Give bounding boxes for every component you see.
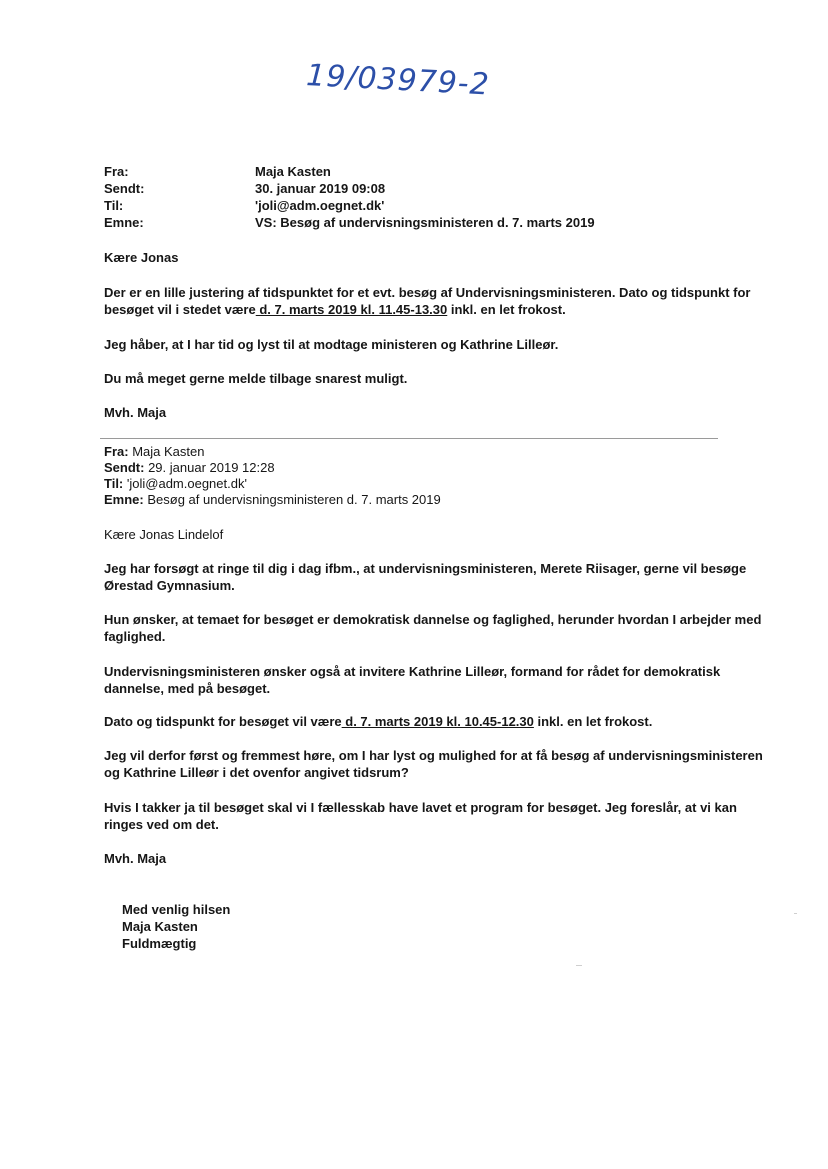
latest-date-time: d. 7. marts 2019 kl. 11.45-13.30 bbox=[255, 302, 448, 317]
forwarded-subject-value: Besøg af undervisningsministeren d. 7. marts 2019 bbox=[147, 492, 441, 507]
scan-speck bbox=[794, 913, 797, 914]
forwarded-sent-row bbox=[104, 460, 275, 476]
original-paragraph-2-line-1: Hun ønsker, at temaet for besøget er demokratisk dannelse og faglighed, herunder hvordan I arbejder med bbox=[104, 612, 762, 627]
header-subject-label: Emne: bbox=[104, 215, 144, 230]
original-signoff: Mvh. Maja bbox=[104, 851, 167, 866]
header-sent-row bbox=[104, 180, 724, 197]
original-date-outro: inkl. en let frokost. bbox=[533, 714, 653, 729]
forwarded-sent-label: Sendt: bbox=[104, 460, 145, 475]
forwarded-sent-value: 29. januar 2019 12:28 bbox=[148, 460, 275, 475]
forwarded-to-row bbox=[104, 476, 247, 492]
header-to-label: Til: bbox=[104, 198, 124, 213]
forwarded-from-row bbox=[104, 444, 204, 460]
header-from-label: Fra: bbox=[104, 164, 129, 179]
original-paragraph-6-line-2: ringes ved om det. bbox=[104, 817, 219, 832]
original-paragraph-1-line-1: Jeg har forsøgt at ringe til dig i dag ifbm., at undervisningsministeren, Merete Riisager, gerne vil besøge bbox=[104, 561, 747, 576]
latest-paragraph-1-line-2 bbox=[104, 301, 566, 318]
header-to-row bbox=[104, 197, 724, 214]
original-paragraph-6-line-1: Hvis I takker ja til besøget skal vi I fællesskab have lavet et program for besøget. Jeg foreslår, at vi kan bbox=[104, 800, 737, 815]
original-paragraph-3-line-1: Undervisningsministeren ønsker også at invitere Kathrine Lilleør, formand for rådet for demokratisk bbox=[104, 664, 721, 679]
header-sent-label: Sendt: bbox=[104, 181, 145, 196]
signature-name: Maja Kasten bbox=[122, 919, 198, 934]
header-subject-row bbox=[104, 214, 724, 231]
forwarded-subject-row bbox=[104, 492, 441, 508]
original-paragraph-4 bbox=[104, 713, 652, 730]
signature-closing: Med venlig hilsen bbox=[122, 902, 231, 917]
original-paragraph-5-line-1: Jeg vil derfor først og fremmest høre, om I har lyst og mulighed for at få besøg af undervisningsministeren bbox=[104, 748, 763, 763]
latest-date-intro: besøget vil i stedet være bbox=[104, 302, 256, 317]
original-greeting: Kære Jonas Lindelof bbox=[104, 527, 224, 542]
original-paragraph-5-line-2: og Kathrine Lilleør i det ovenfor angivet tidsrum? bbox=[104, 765, 409, 780]
latest-signoff: Mvh. Maja bbox=[104, 405, 167, 420]
forwarded-from-label: Fra: bbox=[104, 444, 129, 459]
forwarded-to-label: Til: bbox=[104, 476, 124, 491]
case-number-stamp: 19/03979-2 bbox=[305, 58, 491, 103]
signature-title: Fuldmægtig bbox=[122, 936, 197, 951]
header-to-value: 'joli@adm.oegnet.dk' bbox=[255, 198, 385, 213]
original-date-intro: Dato og tidspunkt for besøget vil være bbox=[104, 714, 342, 729]
latest-paragraph-1-line-1: Der er en lille justering af tidspunktet for et evt. besøg af Undervisningsministeren. Dato og tidspunkt for bbox=[104, 285, 751, 300]
header-from-row bbox=[104, 163, 724, 180]
latest-paragraph-3: Du må meget gerne melde tilbage snarest muligt. bbox=[104, 371, 408, 386]
forwarded-subject-label: Emne: bbox=[104, 492, 144, 507]
original-paragraph-1-line-2: Ørestad Gymnasium. bbox=[104, 578, 235, 593]
message-separator bbox=[100, 438, 718, 439]
original-paragraph-3-line-2: dannelse, med på besøget. bbox=[104, 681, 271, 696]
original-date-time: d. 7. marts 2019 kl. 10.45-12.30 bbox=[341, 714, 534, 729]
original-paragraph-2-line-2: faglighed. bbox=[104, 629, 166, 644]
header-from-value: Maja Kasten bbox=[255, 164, 331, 179]
latest-date-outro: inkl. en let frokost. bbox=[447, 302, 566, 317]
forwarded-to-value: 'joli@adm.oegnet.dk' bbox=[126, 476, 247, 491]
scan-speck bbox=[576, 965, 582, 966]
header-sent-value: 30. januar 2019 09:08 bbox=[255, 181, 386, 196]
header-subject-value: VS: Besøg af undervisningsministeren d. 7. marts 2019 bbox=[255, 215, 595, 230]
latest-greeting: Kære Jonas bbox=[104, 250, 179, 265]
latest-paragraph-2: Jeg håber, at I har tid og lyst til at modtage ministeren og Kathrine Lilleør. bbox=[104, 337, 559, 352]
forwarded-from-value: Maja Kasten bbox=[132, 444, 205, 459]
